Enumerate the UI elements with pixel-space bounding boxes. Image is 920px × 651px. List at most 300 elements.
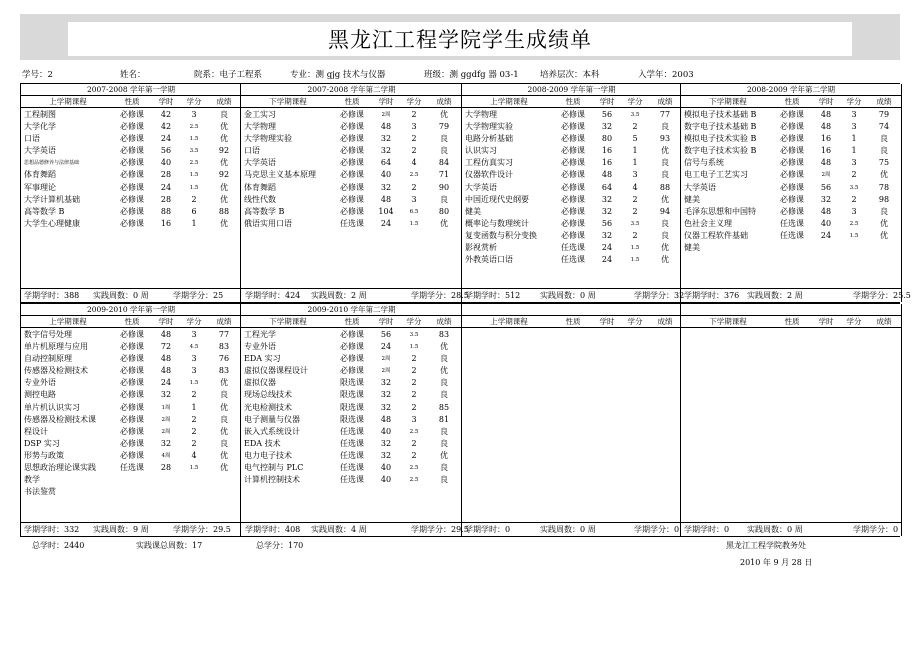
course-row [21, 182, 241, 194]
course-hours: 32 [380, 378, 392, 388]
grade-column-header: 成绩 [657, 97, 673, 106]
course-type: 必修课 [340, 182, 364, 192]
credit-column-header: 学分 [186, 97, 202, 106]
course-row [241, 341, 462, 353]
course-row [21, 377, 241, 389]
course-name: 仪器工程软件基础 [684, 230, 748, 240]
course-type: 必修课 [340, 206, 364, 216]
course-type: 必修课 [340, 110, 364, 119]
course-hours: 64 [380, 158, 392, 168]
course-type: 必修课 [561, 134, 585, 144]
course-row [21, 462, 241, 474]
course-credit: 3.5 [409, 332, 419, 338]
course-grade: 88 [659, 182, 671, 192]
course-type: 限选课 [340, 414, 364, 424]
course-name: 工程制图 [24, 110, 56, 119]
course-hours: 40 [380, 426, 392, 436]
course-name: 嵌入式系统设计 [244, 426, 300, 436]
course-name: 金工实习 [244, 110, 276, 119]
course-name: 复变函数与积分变换 [465, 230, 537, 240]
course-type: 必修课 [340, 330, 364, 339]
course-type: 任选课 [120, 463, 144, 473]
credit-column-header: 学分 [627, 97, 643, 106]
course-hours: 2周 [381, 368, 391, 375]
course-row [21, 450, 241, 462]
hours-column-header: 学时 [158, 97, 174, 106]
course-row [21, 194, 241, 206]
course-name: 大学英语 [684, 182, 716, 192]
course-grade: 优 [220, 134, 228, 144]
course-hours: 4周 [161, 452, 171, 459]
course-row [241, 426, 462, 438]
course-row [241, 450, 462, 462]
course-row [681, 121, 901, 133]
course-grade: 94 [659, 206, 671, 216]
column-header-row [21, 96, 241, 108]
course-credit: 3.5 [849, 184, 859, 191]
course-name: 健美 [465, 206, 481, 216]
course-credit: 2 [411, 134, 417, 144]
course-type: 必修课 [780, 110, 804, 119]
course-credit: 2 [411, 438, 417, 448]
course-row [681, 182, 901, 194]
course-credit: 2 [411, 402, 417, 412]
semester-hours: 学期学时：0 [684, 525, 730, 534]
course-grade: 77 [218, 330, 230, 339]
course-credit: 2 [191, 414, 197, 424]
course-name: 数字电子技术基础 B [684, 122, 757, 132]
student-department: 院系：电子工程系 [194, 70, 263, 80]
semester-block [240, 304, 469, 536]
type-column-header: 性质 [344, 317, 360, 326]
course-type: 必修课 [120, 122, 144, 132]
course-row [21, 438, 241, 450]
course-grade: 优 [880, 218, 888, 228]
course-hours: 56 [601, 218, 613, 228]
course-hours: 88 [160, 206, 172, 216]
course-grade: 76 [218, 354, 230, 364]
course-type: 必修课 [120, 366, 144, 376]
credit-column-header: 学分 [406, 317, 422, 326]
course-name: EDA 技术 [244, 438, 281, 448]
course-grade: 良 [220, 110, 228, 119]
course-hours: 32 [380, 438, 392, 448]
semester-credits: 学期学分：29.5 [173, 525, 231, 534]
course-name: 传感器及检测技术课 [24, 414, 96, 424]
student-class: 班级：测 ggdfg 器 03-1 [424, 70, 519, 80]
course-name: 电子测量与仪器 [244, 414, 300, 424]
course-column-header: 下学期课程 [709, 317, 747, 326]
course-credit: 2 [632, 122, 638, 132]
course-name: 大学物理实验 [465, 122, 513, 132]
credit-column-header: 学分 [406, 97, 422, 106]
course-hours: 42 [160, 110, 172, 119]
course-grade: 优 [220, 158, 228, 168]
column-header-row [21, 316, 241, 328]
course-type: 任选课 [780, 230, 804, 240]
hours-column-header: 学时 [158, 317, 174, 326]
course-row [21, 169, 241, 181]
course-type: 必修课 [120, 330, 144, 339]
course-type: 必修课 [120, 158, 144, 168]
semester-footer [21, 288, 241, 302]
course-type: 必修课 [780, 194, 804, 204]
course-name: DSP 实习 [24, 438, 60, 448]
semester-credits: 学期学分：0 [634, 525, 680, 534]
course-name: 口语 [24, 134, 40, 144]
course-hours: 32 [160, 390, 172, 400]
course-row [241, 329, 462, 341]
type-column-header: 性质 [784, 97, 800, 106]
semester-footer [681, 288, 911, 302]
course-hours: 16 [820, 146, 832, 156]
course-name: 线性代数 [244, 194, 276, 204]
course-hours: 32 [601, 206, 613, 216]
course-credit: 4 [191, 450, 197, 460]
grade-column-header: 成绩 [216, 317, 232, 326]
course-hours: 24 [820, 230, 832, 240]
course-type: 必修课 [120, 206, 144, 216]
semester-credits: 学期学分：25.5 [853, 291, 911, 300]
course-type: 任选课 [340, 450, 364, 460]
course-hours: 28 [160, 463, 172, 473]
course-column-header: 下学期课程 [269, 317, 307, 326]
course-grade: 88 [218, 206, 230, 216]
course-credit: 1.5 [189, 136, 199, 143]
course-type: 必修课 [340, 354, 364, 364]
course-name: 信号与系统 [684, 158, 724, 168]
course-hours: 40 [380, 475, 392, 485]
course-type: 必修课 [780, 134, 804, 144]
issue-date: 2010 年 9 月 28 日 [740, 558, 813, 567]
course-grade: 85 [438, 402, 450, 412]
course-type: 必修课 [780, 146, 804, 156]
course-credit: 2.5 [189, 160, 199, 167]
semester-hours: 学期学时：376 [684, 291, 740, 300]
semester-title: 2008-2009 学年第一学期 [462, 84, 681, 96]
course-grade: 优 [440, 450, 448, 460]
course-grade: 71 [438, 170, 450, 180]
course-type: 必修课 [120, 146, 144, 156]
course-hours: 56 [380, 330, 392, 339]
course-type: 任选课 [561, 243, 585, 253]
student-level: 培养层次：本科 [540, 70, 600, 80]
course-list [241, 329, 462, 486]
course-name: 大学化学 [24, 122, 56, 132]
course-name: 大学英语 [244, 158, 276, 168]
course-type: 必修课 [120, 182, 144, 192]
course-name: 思想品德修养与法律基础 [24, 160, 80, 167]
course-type: 限选课 [340, 378, 364, 388]
course-grade: 79 [438, 122, 450, 132]
course-credit: 3 [191, 366, 197, 376]
course-type: 必修课 [340, 342, 364, 352]
course-type: 必修课 [561, 194, 585, 204]
course-row [241, 121, 462, 133]
course-credit: 1 [851, 146, 857, 156]
course-row [21, 133, 241, 145]
course-credit: 3.5 [630, 112, 640, 118]
semester-hours: 学期学时：408 [245, 525, 301, 534]
course-hours: 24 [160, 182, 172, 192]
course-grade: 良 [440, 146, 448, 156]
course-name: 影视赏析 [465, 243, 497, 253]
course-grade: 优 [661, 194, 669, 204]
course-row [21, 157, 241, 169]
course-type: 必修课 [561, 182, 585, 192]
semester-footer [462, 522, 681, 536]
course-credit: 2.5 [409, 465, 419, 472]
course-name: 仪器软件设计 [465, 170, 513, 180]
grade-column-header: 成绩 [657, 317, 673, 326]
column-header-row [681, 96, 901, 108]
hours-column-header: 学时 [818, 97, 834, 106]
course-row [462, 218, 681, 230]
course-name: 教学 [24, 475, 40, 485]
grade-column-header: 成绩 [436, 317, 452, 326]
course-type: 必修课 [561, 206, 585, 216]
course-credit: 3 [851, 110, 857, 119]
semester-footer [241, 522, 469, 536]
course-name: EDA 实习 [244, 354, 281, 364]
course-credit: 3 [411, 414, 417, 424]
course-hours: 32 [601, 122, 613, 132]
course-credit: 2.5 [409, 172, 419, 179]
course-grade: 优 [220, 426, 228, 436]
course-credit: 2 [411, 450, 417, 460]
course-row [241, 462, 462, 474]
course-list [681, 109, 901, 254]
course-row [21, 109, 241, 121]
course-credit: 2 [632, 230, 638, 240]
semester-credits: 学期学分：32 [634, 291, 685, 300]
course-hours: 40 [160, 158, 172, 168]
course-grade: 良 [880, 134, 888, 144]
total-practice-weeks: 实践课总周数：17 [136, 541, 203, 550]
course-row [462, 242, 681, 254]
course-credit: 3 [191, 110, 197, 119]
course-type: 必修课 [340, 134, 364, 144]
credit-column-header: 学分 [627, 317, 643, 326]
course-credit: 2.5 [849, 220, 859, 227]
course-credit: 3 [851, 158, 857, 168]
course-row [462, 109, 681, 121]
semester-credits: 学期学分：28.5 [411, 291, 469, 300]
course-name: 电路分析基础 [465, 134, 513, 144]
semester-footer [462, 288, 685, 302]
course-column-header: 下学期课程 [269, 97, 307, 106]
course-column-header: 上学期课程 [49, 317, 87, 326]
semester-block [461, 84, 685, 302]
course-grade: 84 [438, 158, 450, 168]
course-row [681, 206, 901, 218]
column-header-row [462, 316, 681, 328]
course-credit: 3 [411, 122, 417, 132]
course-type: 必修课 [120, 218, 144, 228]
course-row [681, 218, 901, 230]
course-row [21, 474, 241, 486]
course-name: 俄语实用口语 [244, 218, 292, 228]
course-grade: 良 [440, 354, 448, 364]
course-credit: 2 [411, 390, 417, 400]
course-type: 必修课 [561, 218, 585, 228]
course-grade: 90 [438, 182, 450, 192]
total-hours: 总学时：2440 [32, 541, 85, 550]
course-row [462, 182, 681, 194]
course-credit: 3.5 [630, 220, 640, 227]
course-name: 电力电子技术 [244, 450, 292, 460]
course-name: 虚拟仪器 [244, 378, 276, 388]
course-grade: 优 [440, 342, 448, 352]
course-grade: 74 [878, 122, 890, 132]
course-row [241, 145, 462, 157]
course-grade: 良 [440, 475, 448, 485]
course-row [462, 254, 681, 266]
course-column-header: 上学期课程 [490, 317, 528, 326]
course-type: 必修课 [120, 438, 144, 448]
course-name: 传感器及检测技术 [24, 366, 88, 376]
type-column-header: 性质 [565, 97, 581, 106]
course-credit: 3 [632, 170, 638, 180]
semester-hours: 学期学时：332 [24, 525, 80, 534]
course-name: 大学计算机基础 [24, 194, 80, 204]
course-name: 形势与政策 [24, 450, 64, 460]
course-name: 外教英语口语 [465, 255, 513, 265]
course-row [462, 121, 681, 133]
type-column-header: 性质 [565, 317, 581, 326]
course-type: 必修课 [561, 158, 585, 168]
course-type: 必修课 [120, 110, 144, 119]
course-hours: 40 [380, 170, 392, 180]
course-name: 中国近现代史纲要 [465, 194, 529, 204]
column-header-row [681, 316, 901, 328]
course-type: 必修课 [561, 230, 585, 240]
course-column-header: 下学期课程 [709, 97, 747, 106]
semester-practice-weeks: 实践周数：2 周 [311, 291, 367, 300]
course-hours: 28 [160, 194, 172, 204]
course-name: 电工电子工艺实习 [684, 170, 748, 180]
course-grade: 优 [220, 450, 228, 460]
course-name: 电气控制与 PLC [244, 463, 304, 473]
hours-column-header: 学时 [378, 97, 394, 106]
column-header-row [462, 96, 681, 108]
course-row [241, 169, 462, 181]
semester-footer [241, 288, 469, 302]
course-grade: 83 [218, 342, 230, 352]
course-type: 必修课 [340, 366, 364, 376]
course-grade: 优 [440, 218, 448, 228]
semester-block [20, 84, 241, 302]
course-credit: 4.5 [189, 344, 199, 351]
course-grade: 优 [220, 122, 228, 132]
course-type: 限选课 [340, 402, 364, 412]
course-name: 概率论与数理统计 [465, 218, 529, 228]
course-credit: 1.5 [189, 172, 199, 179]
course-name: 大学英语 [465, 182, 497, 192]
course-credit: 1.5 [409, 220, 419, 227]
course-grade: 良 [880, 146, 888, 156]
course-credit: 2 [411, 146, 417, 156]
course-hours: 48 [160, 366, 172, 376]
course-type: 必修课 [120, 194, 144, 204]
course-type: 任选课 [340, 218, 364, 228]
course-credit: 1 [632, 158, 638, 168]
course-hours: 2周 [161, 428, 171, 435]
semester-title: 2009-2010 学年第一学期 [21, 304, 241, 316]
course-grade: 良 [880, 206, 888, 216]
course-grade: 良 [661, 170, 669, 180]
course-credit: 3 [411, 194, 417, 204]
semester-practice-weeks: 实践周数：0 周 [93, 291, 149, 300]
course-row [241, 157, 462, 169]
course-credit: 2 [411, 110, 417, 119]
course-row [241, 206, 462, 218]
course-row [21, 426, 241, 438]
semester-block [680, 84, 911, 302]
course-row [21, 389, 241, 401]
course-hours: 16 [601, 158, 613, 168]
hours-column-header: 学时 [378, 317, 394, 326]
course-grade: 优 [661, 146, 669, 156]
semester-block [680, 304, 902, 536]
course-grade: 良 [661, 218, 669, 228]
course-row [241, 109, 462, 121]
semester-block [240, 84, 469, 302]
course-row [21, 414, 241, 426]
course-list [21, 109, 241, 230]
course-credit: 5 [632, 134, 638, 144]
course-row [21, 206, 241, 218]
course-column-header: 上学期课程 [490, 97, 528, 106]
course-name: 工程光学 [244, 330, 276, 339]
course-row [241, 182, 462, 194]
semester-grid-row-1 [20, 83, 911, 303]
course-row [21, 145, 241, 157]
course-grade: 良 [440, 426, 448, 436]
semester-practice-weeks: 实践周数：9 周 [93, 525, 149, 534]
course-row [241, 194, 462, 206]
course-type: 必修课 [120, 402, 144, 412]
course-credit: 2 [411, 354, 417, 364]
course-hours: 64 [601, 182, 613, 192]
course-credit: 2 [632, 194, 638, 204]
course-credit: 6 [191, 206, 197, 216]
course-name: 现场总线技术 [244, 390, 292, 400]
course-name: 专业外语 [244, 342, 276, 352]
course-row [241, 218, 462, 230]
course-name: 高等数学 B [244, 206, 285, 216]
course-grade: 75 [878, 158, 890, 168]
semester-practice-weeks: 实践周数：0 周 [540, 291, 596, 300]
course-name: 程设计 [24, 426, 48, 436]
course-row [462, 133, 681, 145]
type-column-header: 性质 [124, 317, 140, 326]
course-name: 工程仿真实习 [465, 158, 513, 168]
course-type: 必修课 [120, 414, 144, 424]
course-type: 必修课 [780, 206, 804, 216]
course-hours: 48 [160, 354, 172, 364]
course-credit: 2.5 [409, 428, 419, 435]
course-name: 大学生心理健康 [24, 218, 80, 228]
hours-column-header: 学时 [818, 317, 834, 326]
course-type: 必修课 [780, 182, 804, 192]
course-hours: 32 [380, 402, 392, 412]
course-type: 必修课 [780, 122, 804, 132]
course-type: 限选课 [340, 390, 364, 400]
course-type: 必修课 [340, 170, 364, 180]
course-hours: 24 [601, 243, 613, 253]
course-row [462, 169, 681, 181]
